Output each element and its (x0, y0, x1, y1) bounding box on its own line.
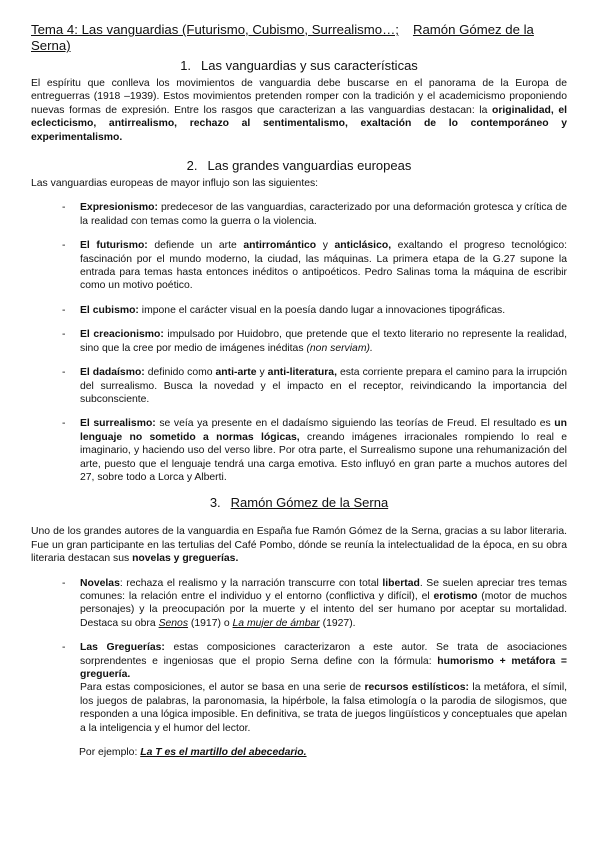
item-term: El surrealismo: (80, 418, 156, 430)
item-text: estas composiciones caracterizaron a este autor. Se trata de asociaciones sorprendentes e ingeniosas que el propio Serna define con la fórmula: (80, 642, 567, 667)
title-author: Ramón Gómez de la Serna) (31, 22, 534, 53)
item-term: El creacionismo: (80, 329, 164, 341)
item-bold: anticlásico, (334, 240, 392, 252)
section-title: Las grandes vanguardias europeas (207, 158, 412, 174)
item-bold: anti-literatura, (267, 367, 337, 379)
work-title: Senos (158, 617, 189, 629)
item-text: esta corriente prepara el camino para la irrupción del surrealismo. Busca la novedad y el impacto en el receptor, reivindicando la importancia del subconsciente. (80, 367, 567, 405)
section-number: 3. (209, 495, 221, 511)
item-text: defiende un arte (147, 240, 244, 252)
section-1-heading (31, 58, 567, 74)
vanguard-list (31, 201, 567, 484)
paragraph-text: El espíritu que conlleva los movimientos de vanguardia debe buscarse en el panorama de la Europa de entreguerras (1918 –1939). Estos movimientos pretenden romper con la tradición y el academicismo proponiendo nuevas formas de expresión. Entre los rasgos que caracterizan a las vanguardias destacan: la (31, 78, 567, 116)
item-text: (1927). (319, 617, 356, 629)
list-item (31, 641, 567, 735)
item-term: Novelas (80, 577, 120, 589)
section-2-intro: Las vanguardias europeas de mayor influjo son las siguientes: (31, 178, 319, 190)
list-item (31, 201, 567, 228)
paragraph-bold-text: novelas y greguerías. (132, 553, 239, 565)
item-term: El dadaísmo: (80, 367, 145, 379)
item-text: exaltando el progreso tecnológico: fascinación por el mundo moderno, la ciudad, las máquinas. La primera etapa de la G.27 supone la entrada para temas hasta entonces inéditos o antipoéticos. Pedro Salinas toma la máquina de escribir como un motivo poético. (80, 240, 567, 292)
section-title: Las vanguardias y sus características (201, 58, 418, 73)
item-bold: erotismo (433, 590, 478, 602)
item-bold: libertad (382, 577, 420, 589)
serna-list (31, 577, 567, 735)
section-1-paragraph (31, 77, 567, 144)
item-text: creando imágenes irracionales rompiendo lo real e imaginario, y haciendo uso del verso libre. Por otra parte, el Surrealismo supone una rehumanización del arte, puesto que el lenguaje tendrá una carga emotiva. Esto influyó en gran parte a muchos autores del 27, sobre todo a Lorca y Alberti. (80, 431, 568, 483)
list-item (31, 417, 567, 484)
title-main: Tema 4: Las vanguardias (Futurismo, Cubismo, Surrealismo…; (31, 22, 399, 37)
example-label: Por ejemplo: (79, 747, 141, 759)
item-term: El cubismo: (80, 304, 139, 316)
item-text: se veía ya presente en el dadaísmo siguiendo las teorías de Freud. El resultado es (155, 418, 555, 430)
dash-bullet: - (62, 329, 66, 341)
item-text: (1917) o (188, 617, 233, 629)
paragraph-text: Uno de los grandes autores de la vanguardia en España fue Ramón Gómez de la Serna, gracias a su labor literaria. Fue un gran participante en las tertulias del Café Pombo, dónde se reunía la intelectualidad de la época, en su obra literaria destacan sus (31, 526, 567, 565)
item-text: y (256, 367, 268, 379)
item-text: impulsado por Huidobro, que pretende que el texto literario no represente la realidad, sino que la cree por medio de imágenes inéditas (80, 329, 568, 354)
section-3-intro (31, 525, 567, 565)
dash-bullet: - (62, 202, 66, 214)
dash-bullet: - (62, 577, 66, 589)
item-bold: humorismo + metáfora = greguería. (80, 655, 567, 680)
list-item (31, 328, 567, 355)
item-text: definido como (144, 367, 216, 379)
item-text: : rechaza el realismo y la narración transcurre con total (119, 577, 383, 589)
example-text: La T es el martillo del abecedario. (140, 747, 307, 759)
section-2-heading (31, 158, 567, 174)
dash-bullet: - (62, 304, 66, 316)
item-text: (motor de muchos personajes) y la preocupación por la muerte y el intento del ser humano por aceptar su mortalidad. Destaca su obra (80, 590, 567, 629)
item-text: predecesor de las vanguardias, caracterizado por una deformación grotesca y crítica de la realidad con temas como la guerra o la violencia. (80, 202, 567, 227)
example-line (31, 746, 567, 759)
item-text: . Se suelen apreciar tres temas comunes: la relación entre el individuo y el entorno (conflictiva y difícil), el (80, 577, 567, 602)
section-3-heading (31, 495, 567, 511)
document-page (31, 22, 567, 759)
item-term: El futurismo: (80, 240, 148, 252)
item-italic: (non serviam). (306, 342, 373, 354)
work-title: La mujer de ámbar (232, 617, 320, 629)
item-term: Expresionismo: (80, 202, 158, 214)
dash-bullet: - (62, 240, 66, 252)
item-term: Las Greguerías: (80, 642, 165, 654)
page-title (31, 22, 567, 54)
paragraph-bold-text: originalidad, el eclecticismo, antirrealismo, rechazo al sentimentalismo, exaltación de lo contemporáneo y experimentalismo. (31, 104, 568, 143)
item-bold: recursos estilísticos: (364, 682, 469, 694)
item-text: Para estas composiciones, el autor se basa en una serie de (80, 682, 365, 694)
dash-bullet: - (62, 367, 66, 379)
section-number: 1. (180, 58, 192, 73)
item-bold: anti-arte (215, 367, 257, 379)
list-item (31, 577, 567, 631)
list-item (31, 366, 567, 406)
section-title: Ramón Gómez de la Serna (230, 495, 389, 511)
item-text: y (316, 240, 335, 252)
item-bold: un lenguaje no sometido a normas lógicas, (80, 418, 567, 443)
list-item (31, 304, 567, 317)
item-bold: antirromántico (243, 240, 317, 252)
section-number: 2. (186, 158, 198, 174)
dash-bullet: - (62, 418, 66, 430)
item-text: la metáfora, el símil, los juegos de palabras, la paronomasia, la hipérbole, la falsa etimología o la parodia de silogismos, que responden a una lógica imposible. En definitiva, se trata de juegos lingüísticos y conceptuales que apelan a la inteligencia y el humor del lector. (80, 682, 568, 734)
item-text: impone el carácter visual en la poesía dando lugar a innovaciones tipográficas. (138, 304, 506, 316)
list-item (31, 239, 567, 293)
dash-bullet: - (62, 642, 66, 654)
